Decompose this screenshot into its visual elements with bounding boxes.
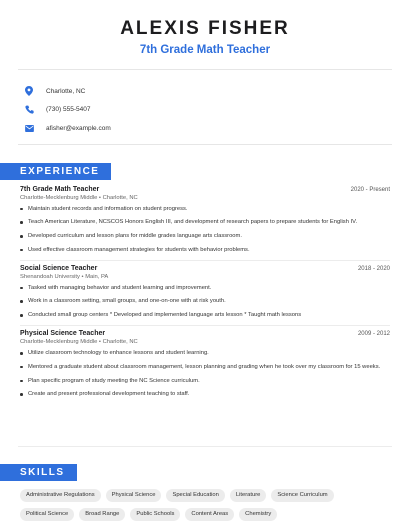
contact-phone [22,101,388,119]
job-bullets [20,284,390,320]
job-title: Physical Science Teacher [20,330,106,338]
job-bullets [20,205,390,254]
job-entry [20,265,390,320]
job-entry [20,186,390,254]
contact-divider [18,144,392,145]
job-bullet: Plan specific program of study meeting the NC Science curriculum. [20,377,390,385]
job-employer: Charlotte-Mecklenburg Middle • Charlotte, NC [20,339,138,346]
skills-section [0,462,410,521]
job-bullet: Utilize classroom technology to enhance lessons and student learning. [20,349,390,357]
location-icon [22,84,36,98]
skill-tag: Special Education [166,489,224,502]
skill-tag: Literature [230,489,267,502]
job-header [20,186,390,193]
skill-tag-list [0,481,410,521]
job-list [0,180,410,399]
job-divider [20,260,390,261]
job-dates: 2009 - 2012 [357,331,390,338]
skill-tag: Administrative Regulations [20,489,101,502]
experience-heading: EXPERIENCE [0,163,111,180]
job-employer: Shenandoah University • Main, PA [20,273,109,280]
job-title: Social Science Teacher [20,264,98,272]
job-bullet: Developed curriculum and lesson plans for middle grades language arts classroom. [20,232,390,240]
contact-location-text: Charlotte, NC [46,87,86,95]
job-bullet: Used effective classroom management strategies for students with behavior problems. [20,246,390,254]
job-bullet: Maintain student records and information on student progress. [20,205,390,213]
candidate-name: ALEXIS FISHER [120,18,290,39]
skills-heading: SKILLS [0,464,77,481]
job-bullet: Teach American Literature, NCSCOS Honors English III, and development of research papers to prepare students for English IV. [20,218,390,226]
resume-header [0,0,410,57]
job-dates: 2018 - 2020 [357,265,390,272]
job-header [20,265,390,272]
job-divider [20,325,390,326]
contact-phone-text: (730) 555-5407 [46,106,91,113]
skills-divider [18,446,392,447]
contact-email [22,119,388,137]
skill-tag: Science Curriculum [271,489,333,502]
experience-section [0,161,410,399]
contact-email-text: afisher@example.com [46,124,111,132]
phone-icon [22,103,36,117]
job-title: 7th Grade Math Teacher [20,185,100,193]
job-dates: 2020 - Present [350,186,390,193]
skill-tag: Content Areas [185,508,234,521]
skill-tag: Public Schools [130,508,180,521]
job-entry [20,330,390,398]
job-bullet: Mentored a graduate student about classroom management, lesson planning and grading when he took over my classroom for 15 weeks. [20,363,390,371]
job-bullet: Work in a classroom setting, small groups, and one-on-one with at risk youth. [20,297,390,305]
email-icon [22,121,36,135]
job-bullets [20,349,390,398]
skill-tag: Political Science [20,508,74,521]
job-header [20,330,390,337]
contact-list [0,70,410,144]
job-bullet: Tasked with managing behavior and student learning and improvement. [20,284,390,292]
skill-tag: Physical Science [106,489,162,502]
job-bullet: Create and present professional development teaching to staff. [20,390,390,398]
skill-tag: Chemistry [239,508,277,521]
skill-tag: Broad Range [79,508,125,521]
candidate-title: 7th Grade Math Teacher [139,44,271,56]
job-bullet: Conducted small group centers * Developed and implemented language arts lesson * Taught math lessons [20,311,390,319]
contact-location [22,82,388,100]
job-employer: Charlotte-Mecklenburg Middle • Charlotte, NC [20,194,138,201]
